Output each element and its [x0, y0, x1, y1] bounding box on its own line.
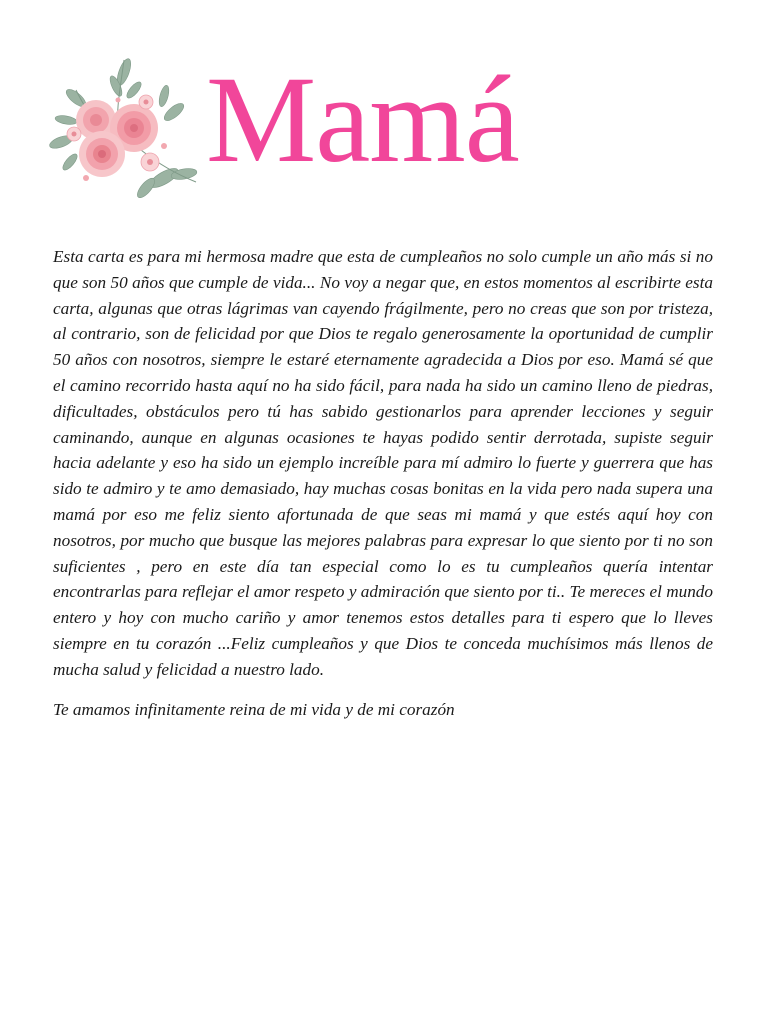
letter-body: [53, 244, 713, 722]
pink-roses-bouquet-icon: [46, 50, 202, 198]
letter-closing: Te amamos infinitamente reina de mi vida y de mi corazón: [53, 699, 455, 719]
header: [0, 0, 768, 230]
letter-paragraph: Esta carta es para mi hermosa madre que esta de cumpleaños no solo cumple un año más si no que son 50 años que cumple de vida... No voy a negar que, en estos momentos al escribirte esta carta, algunas que otras lágrimas van cayendo frágilmente, pero no creas que son por tristeza, al contrario, son de felicidad por que Dios te regalo generosamente la oportunidad de cumplir 50 años con nosotros, siempre le estaré eternamente agradecida a Dios por eso. Mamá sé que el camino recorrido hasta aquí no ha sido fácil, para nada ha sido un camino lleno de piedras, dificultades, obstáculos pero tú has sabido gestionarlos para aprender lecciones y seguir caminando, aunque en algunas ocasiones te hayas podido sentir derrotada, supiste seguir hacia adelante y eso ha sido un ejemplo increíble para mí admiro lo fuerte y guerrera que has sido te admiro y te amo demasiado, hay muchas cosas bonitas en la vida pero nada supera una mamá por eso me feliz siento afortunada de que seas mi mamá y que estés aquí hoy con nosotros, por mucho que busque las mejores palabras para expresar lo que siento por ti no son suficientes , pero en este día tan especial como lo es tu cumpleaños quería intentar encontrarlas para reflejar el amor respeto y admiración que siento por ti.. Te mereces el mundo entero y hoy con mucho cariño y amor tenemos estos detalles para ti espero que lo lleves siempre en tu corazón ...Feliz cumpleaños y que Dios te conceda muchísimos más llenos de mucha salud y felicidad a nuestro lado.: [53, 247, 713, 679]
page-title: Mamá: [206, 51, 519, 188]
